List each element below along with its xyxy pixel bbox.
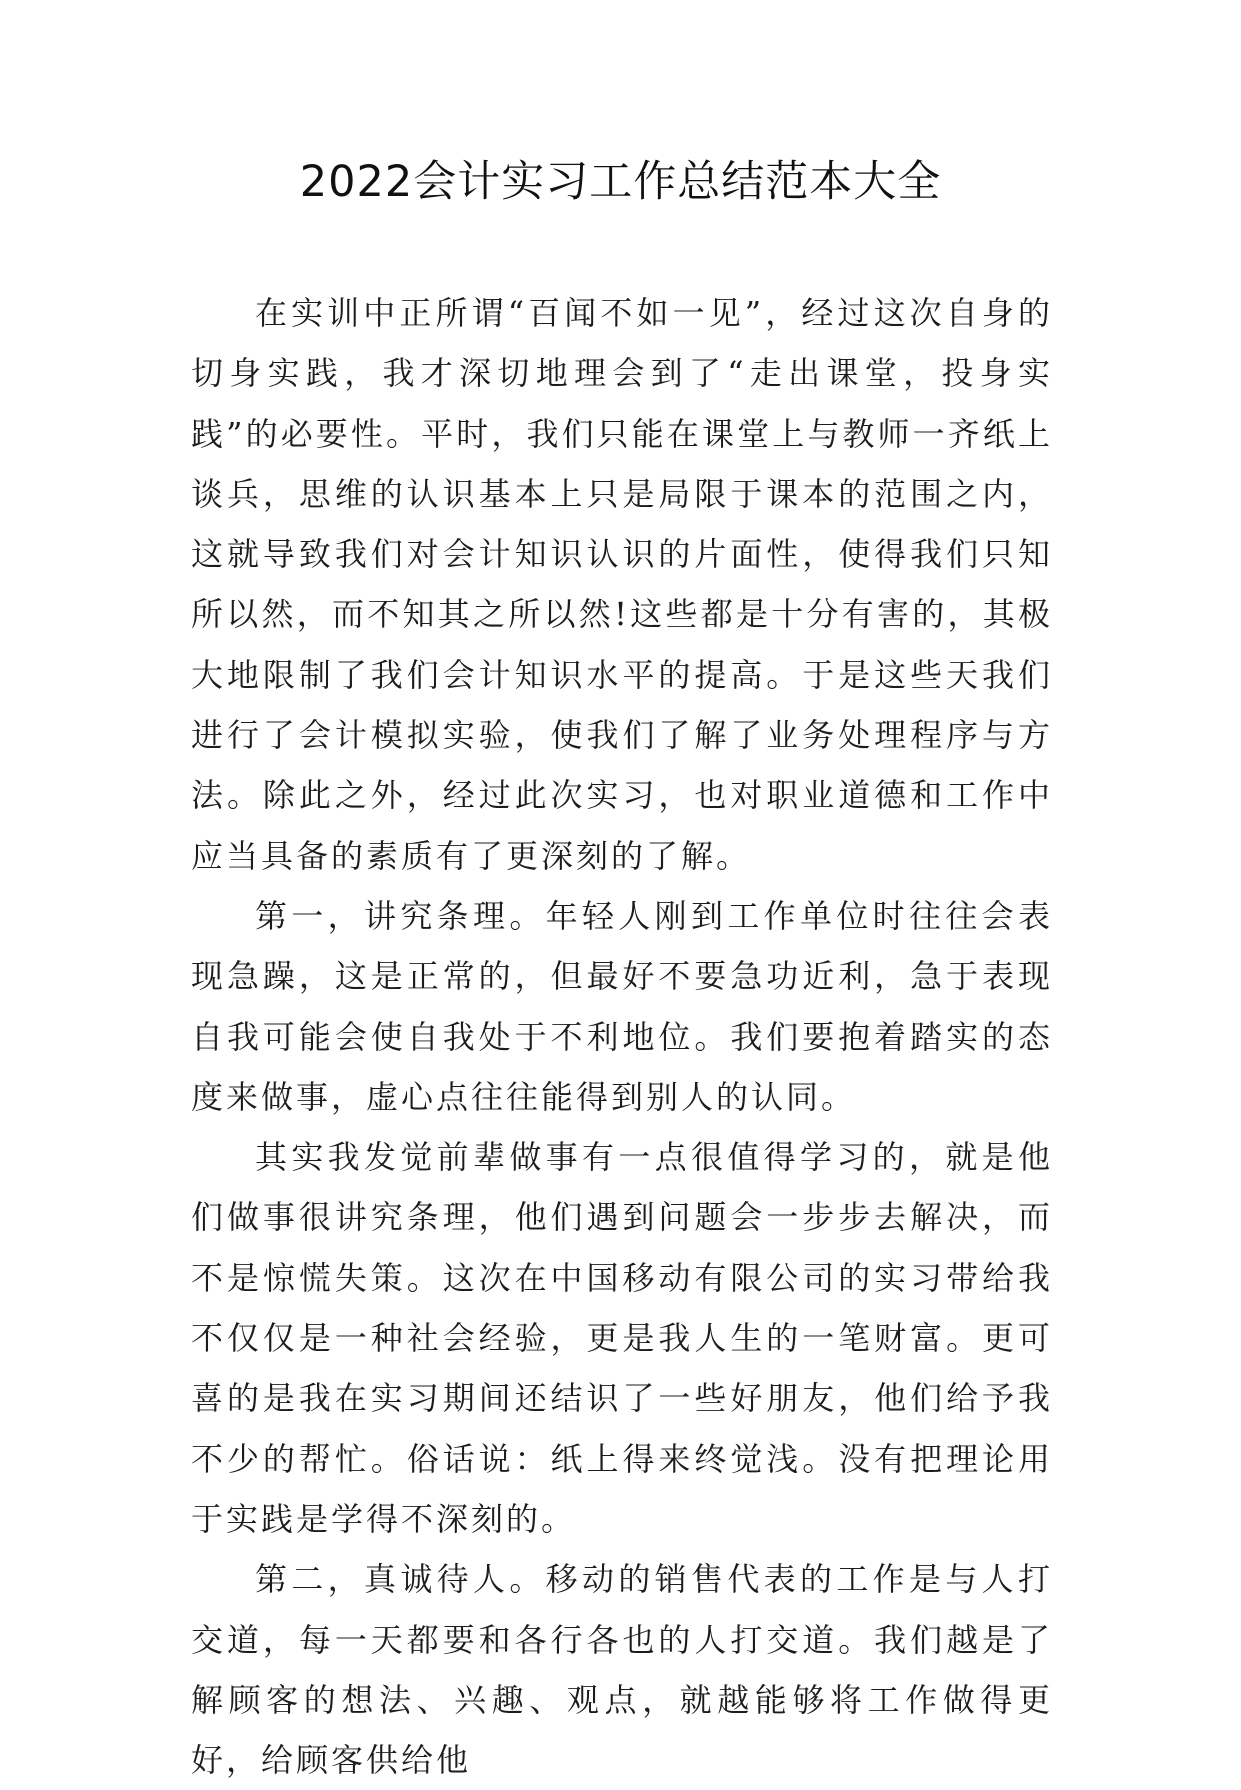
document-title: 2022会计实习工作总结范本大全 <box>299 157 942 207</box>
body-paragraph-4: 第二，真诚待人。移动的销售代表的工作是与人打交道，每一天都要和各行各也的人打交道。我们越是了解顾客的想法、兴趣、观点，就越能够将工作做得更好，给顾客供给他 <box>191 1560 1053 1780</box>
body-paragraph-2: 第一，讲究条理。年轻人刚到工作单位时往往会表现急躁，这是正常的，但最好不要急功近利，急于表现自我可能会使自我处于不利地位。我们要抱着踏实的态度来做事，虚心点往往能得到别人的认同。 <box>191 896 1053 1116</box>
body-paragraph-1: 在实训中正所谓“百闻不如一见”，经过这次自身的切身实践，我才深切地理会到了“走出课堂，投身实践”的必要性。平时，我们只能在课堂上与教师一齐纸上谈兵，思维的认识基本上只是局限于课本的范围之内，这就导致我们对会计知识认识的片面性，使得我们只知所以然，而不知其之所以然!这些都是十分有害的，其极大地限制了我们会计知识水平的提高。于是这些天我们进行了会计模拟实验，使我们了解了业务处理程序与方法。除此之外，经过此次实习，也对职业道德和工作中应当具备的素质有了更深刻的了解。 <box>191 294 1053 875</box>
body-paragraph-3: 其实我发觉前辈做事有一点很值得学习的，就是他们做事很讲究条理，他们遇到问题会一步步去解决，而不是惊慌失策。这次在中国移动有限公司的实习带给我不仅仅是一种社会经验，更是我人生的一笔财富。更可喜的是我在实习期间还结识了一些好朋友，他们给予我不少的帮忙。俗话说：纸上得来终觉浅。没有把理论用于实践是学得不深刻的。 <box>191 1138 1053 1538</box>
document-body <box>191 283 1053 1790</box>
